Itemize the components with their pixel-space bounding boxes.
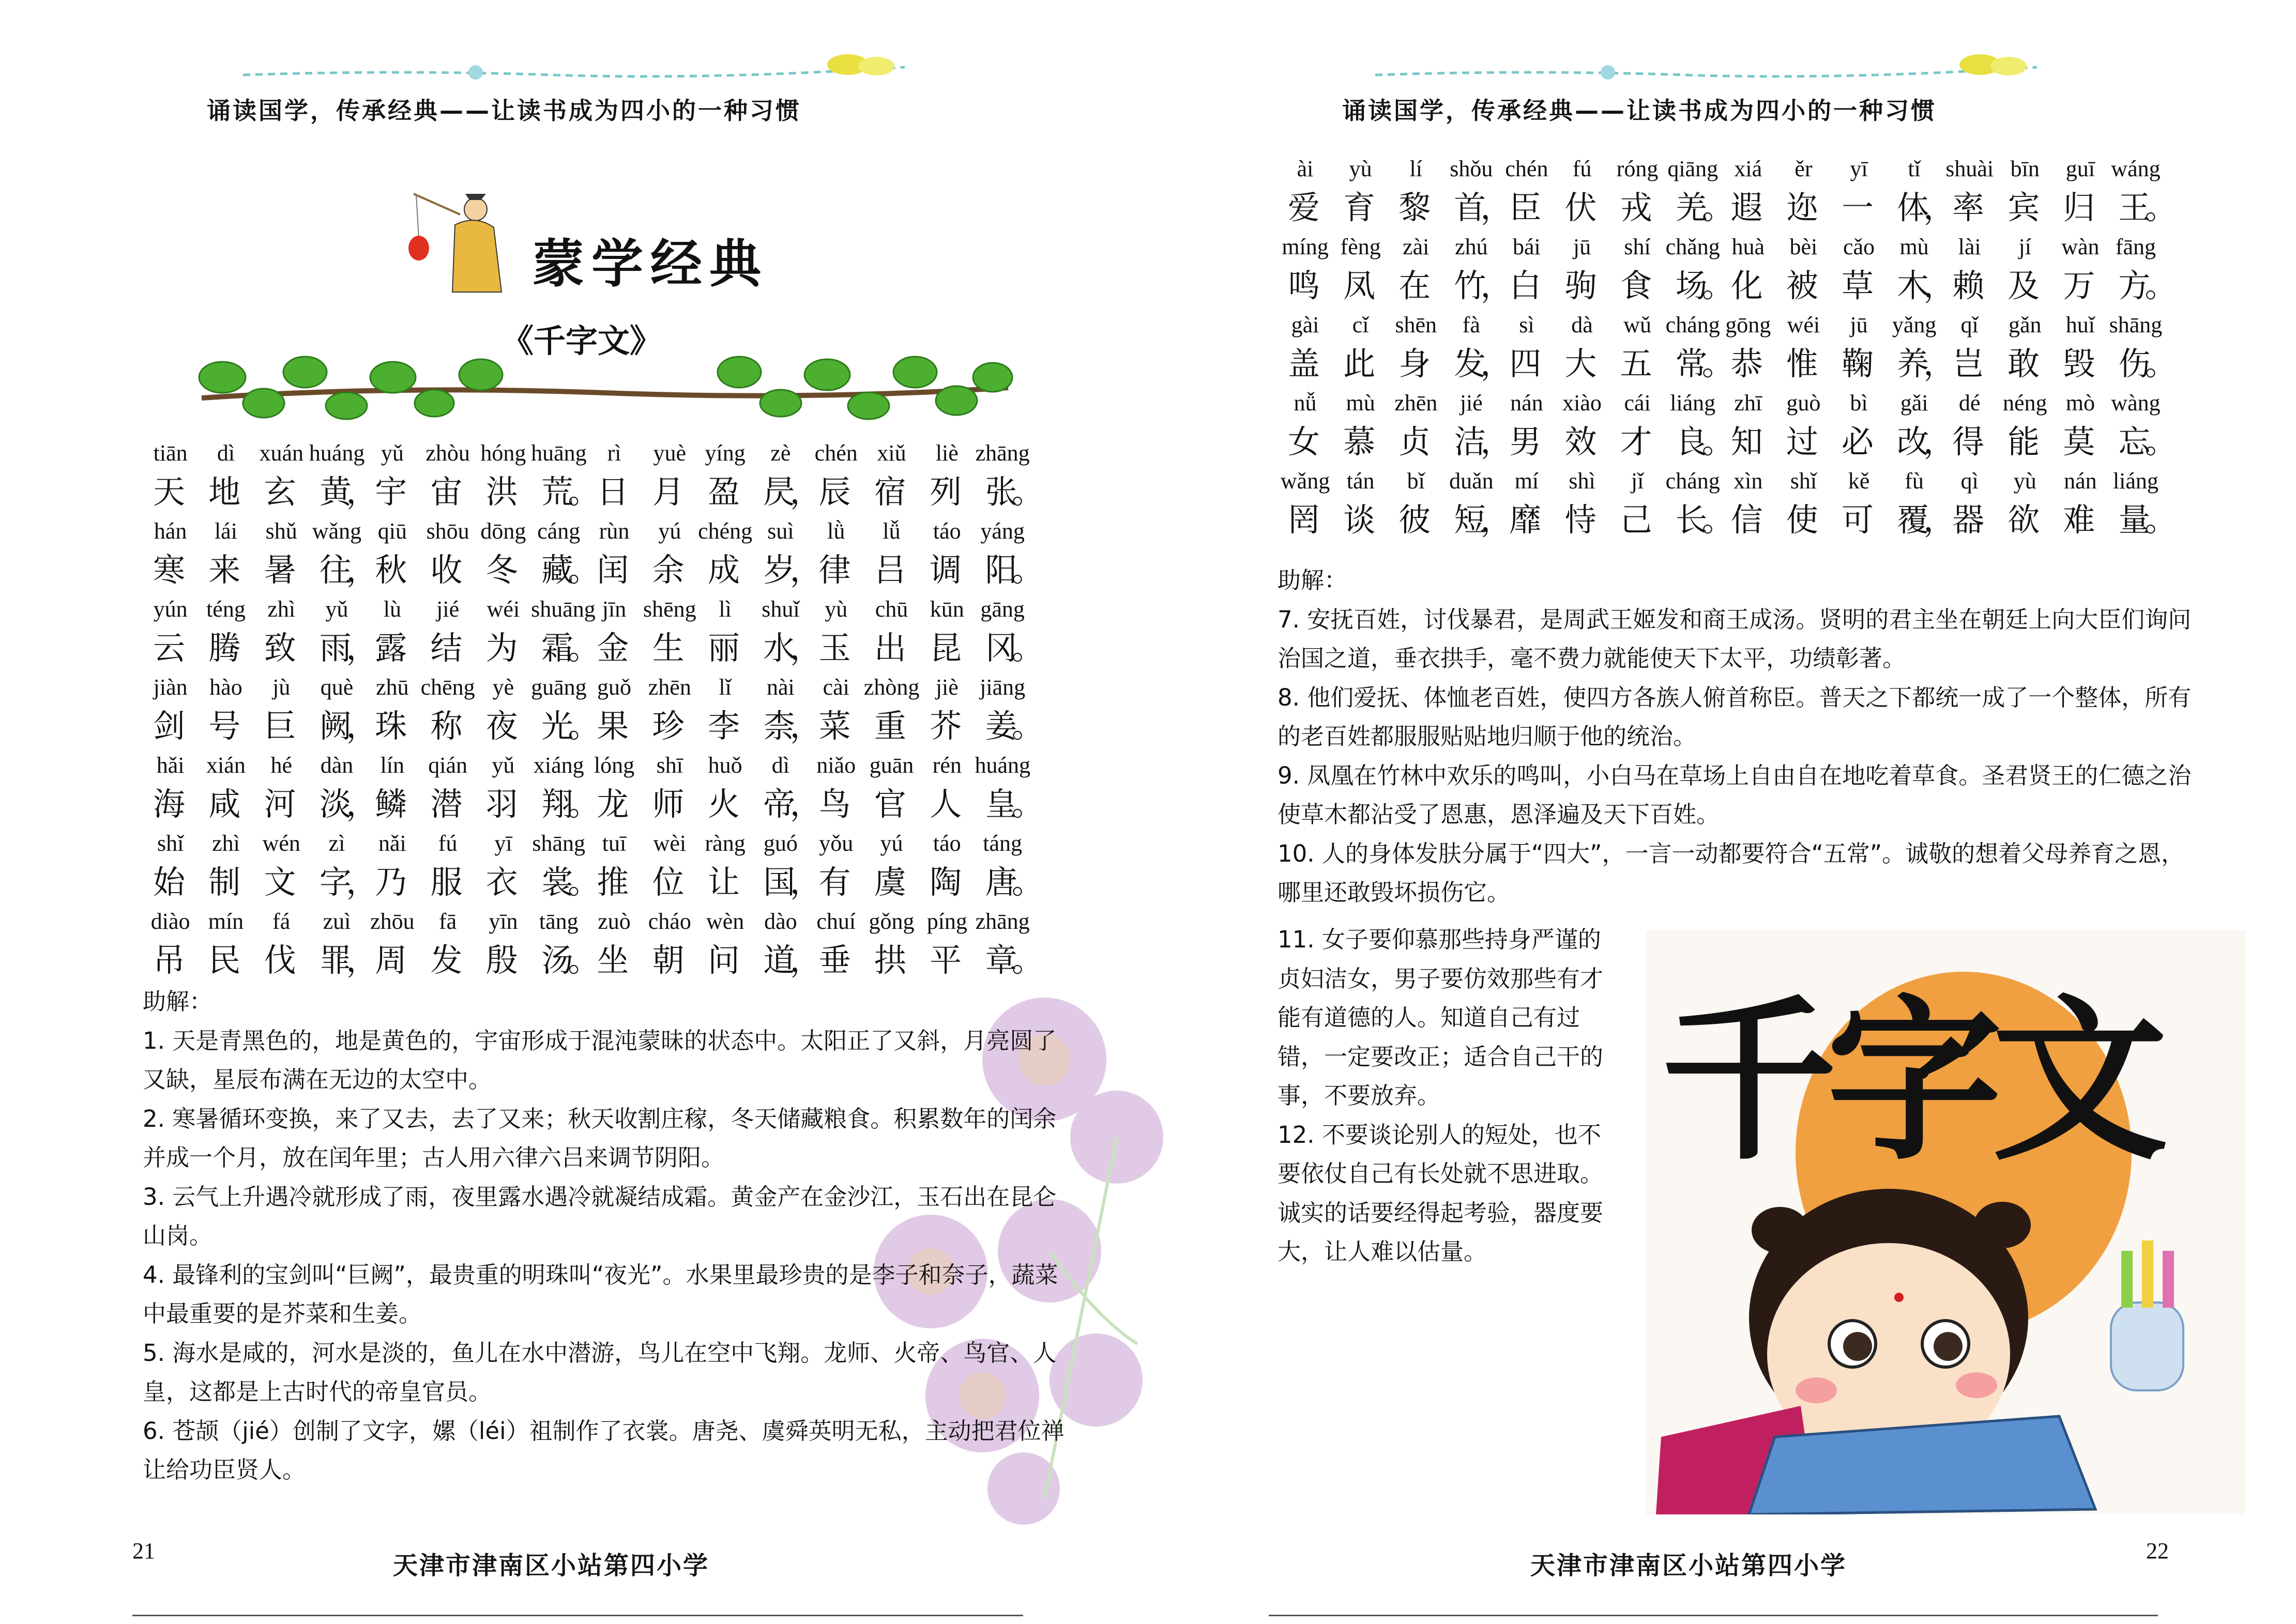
pinyin: jū — [1573, 234, 1591, 259]
pinyin: sì — [1519, 312, 1534, 338]
note-item: 3. 云气上升遇冷就形成了雨，夜里露水遇冷就凝结成霜。黄金产在金沙江，玉石出在昆仑山岗。 — [143, 1183, 1057, 1249]
pinyin: huǒ — [708, 753, 742, 778]
pinyin: zhī — [1734, 390, 1762, 416]
pinyin: kě — [1848, 468, 1870, 494]
notes-right — [1278, 561, 2198, 912]
pinyin: niǎo — [816, 753, 856, 778]
pinyin: mín — [208, 909, 244, 934]
pinyin: xuán — [259, 440, 303, 466]
pinyin: tiān — [153, 440, 188, 466]
pinyin: zè — [770, 440, 791, 466]
pinyin: shōu — [426, 518, 469, 544]
pinyin: gài — [1291, 312, 1319, 338]
pinyin: shuāng — [531, 596, 596, 622]
pinyin: qián — [428, 753, 468, 778]
pinyin: yī — [494, 831, 512, 856]
pinyin: wén — [262, 831, 300, 856]
pinyin: lǚ — [883, 518, 901, 544]
pinyin: yù — [1349, 156, 1372, 181]
pinyin: tǐ — [1908, 156, 1921, 181]
pinyin: yǔ — [381, 440, 404, 466]
pinyin: bì — [1850, 390, 1868, 416]
pinyin: shǐ — [1790, 468, 1817, 494]
pinyin: guān — [869, 753, 914, 778]
pinyin: ěr — [1795, 156, 1813, 181]
pinyin: cǐ — [1352, 312, 1369, 338]
pinyin: liè — [935, 440, 959, 466]
notes-heading: 助解： — [143, 988, 213, 1015]
pinyin: hǎi — [156, 753, 185, 778]
pinyin: ài — [1297, 156, 1314, 181]
pinyin: dé — [1958, 390, 1981, 416]
verse-text: 盖 此 身 发，四 大 五 常。恭 惟 鞠 养，岂 敢 毁 伤。 — [1288, 345, 2177, 382]
note-item: 11. 女子要仰慕那些持身严谨的贞妇洁女，男子要仿效那些有才能有道德的人。知道自己有过错，一定要改正；适合自己干的事，不要放弃。 — [1278, 926, 1604, 1109]
pinyin: xiào — [1562, 390, 1602, 416]
pinyin: chū — [875, 596, 908, 622]
note-item: 2. 寒暑循环变换，来了又去，去了又来；秋天收割庄稼，冬天储藏粮食。积累数年的闰余并成一个月，放在闰年里；古人用六律六吕来调节阴阳。 — [143, 1105, 1057, 1171]
pinyin: bèi — [1789, 234, 1818, 259]
verse-text: 海 咸 河 淡，鳞 潜 羽 翔。龙 师 火 帝，鸟 官 人 皇。 — [153, 785, 1044, 823]
pinyin: wèn — [706, 909, 744, 934]
pinyin: yǔ — [325, 596, 348, 622]
pinyin-row — [1278, 463, 2164, 499]
pinyin: shēn — [1395, 312, 1437, 338]
verse-text: 剑 号 巨 阙，珠 称 夜 光。果 珍 李 柰，菜 重 芥 姜。 — [153, 707, 1044, 745]
note-item: 8. 他们爱抚、体恤老百姓，使四方各族人俯首称臣。普天之下都统一成了一个整体，所有的老百姓都服服贴贴地归顺于他的统治。 — [1278, 683, 2192, 750]
verse-block-right — [1278, 151, 2177, 541]
pinyin: nán — [2064, 468, 2097, 494]
pinyin: yún — [153, 596, 188, 622]
pinyin: nǎi — [378, 831, 406, 856]
pinyin: zài — [1403, 234, 1430, 259]
notes-heading: 助解： — [1278, 566, 1348, 594]
pinyin: bīn — [2010, 156, 2040, 181]
pinyin: fèng — [1340, 234, 1381, 259]
illustration-title: 千字文 — [1661, 979, 2157, 1184]
pinyin: shī — [656, 753, 683, 778]
pinyin: gāng — [980, 596, 1025, 622]
pinyin: nài — [767, 675, 795, 700]
page-footer: 天津市津南区小站第四小学 — [393, 1551, 710, 1580]
pinyin: shuài — [1945, 156, 1994, 181]
pinyin: jiàn — [153, 675, 188, 700]
pinyin: qiāng — [1667, 156, 1719, 181]
pinyin: gǎi — [1900, 390, 1928, 416]
pinyin: fú — [438, 831, 458, 856]
pinyin: ràng — [705, 831, 746, 856]
pinyin: wáng — [2111, 156, 2161, 181]
pinyin: qǐ — [1960, 312, 1979, 338]
pinyin: róng — [1616, 156, 1659, 181]
pinyin: yú — [658, 518, 681, 544]
pinyin: huǐ — [2065, 312, 2095, 338]
pinyin: mò — [2065, 390, 2095, 416]
pinyin: táng — [983, 831, 1022, 856]
pinyin: dàn — [320, 753, 354, 778]
verse-text: 寒 来 暑 往，秋 收 冬 藏。闰 余 成 岁，律 吕 调 阳。 — [153, 551, 1044, 589]
pinyin: xìn — [1734, 468, 1763, 494]
pinyin: qì — [1960, 468, 1979, 494]
pinyin: hóng — [480, 440, 526, 466]
pinyin: chēng — [420, 675, 475, 700]
verse-text: 鸣 凤 在 竹，白 驹 食 场。化 被 草 木，赖 及 万 方。 — [1288, 267, 2177, 304]
pinyin: táo — [933, 518, 961, 544]
pinyin: wàng — [2111, 390, 2161, 416]
pinyin: xián — [206, 753, 246, 778]
pinyin: yuè — [653, 440, 687, 466]
pinyin: jié — [436, 596, 460, 622]
pinyin: cháng — [1665, 312, 1720, 338]
pinyin: xiǔ — [877, 440, 906, 466]
pinyin: shēng — [643, 596, 696, 622]
page-header: 诵读国学，传承经典——让读书成为四小的一种习惯 — [207, 97, 801, 125]
pinyin: yè — [492, 675, 514, 700]
pinyin: shǐ — [157, 831, 184, 856]
pinyin-row — [1278, 151, 2164, 187]
pinyin: cáng — [537, 518, 581, 544]
pinyin: lí — [1409, 156, 1422, 181]
pinyin: jū — [1850, 312, 1868, 338]
pinyin: zhāng — [975, 440, 1030, 466]
verse-line — [1278, 307, 2177, 385]
pinyin: fà — [1462, 312, 1480, 338]
pinyin: hán — [154, 518, 187, 544]
pinyin: chéng — [698, 518, 753, 544]
pinyin: jié — [1459, 390, 1483, 416]
pinyin: cái — [1624, 390, 1651, 416]
pinyin: mù — [1899, 234, 1929, 259]
pinyin: wéi — [1787, 312, 1820, 338]
pinyin: zuì — [323, 909, 351, 934]
verse-text: 云 腾 致 雨，露 结 为 霜。金 生 丽 水，玉 出 昆 冈。 — [153, 629, 1044, 667]
pinyin: lóng — [594, 753, 635, 778]
pinyin: míng — [1282, 234, 1329, 259]
pinyin: zhú — [1455, 234, 1488, 259]
pinyin: yíng — [705, 440, 746, 466]
pinyin: fú — [1572, 156, 1592, 181]
pinyin: gǎn — [2009, 312, 2042, 338]
pinyin: chǎng — [1665, 234, 1720, 259]
pinyin: zhāng — [975, 909, 1030, 934]
side-notes — [1278, 920, 1624, 1271]
verse-text: 吊 民 伐 罪，周 发 殷 汤。坐 朝 问 道，垂 拱 平 章。 — [153, 941, 1044, 979]
note-item: 1. 天是青黑色的，地是黄色的，宇宙形成于混沌蒙昧的状态中。太阳正了又斜，月亮圆了又缺，星辰布满在无边的太空中。 — [143, 1027, 1057, 1093]
pinyin: qiū — [377, 518, 407, 544]
pinyin: chén — [814, 440, 858, 466]
page-number: 22 — [2146, 1538, 2169, 1564]
note-item: 12. 不要谈论别人的短处，也不要依仗自己有长处就不思进取。诚实的话要经得起考验，器度要大，让人难以估量。 — [1278, 1121, 1604, 1265]
pinyin: dì — [217, 440, 235, 466]
pinyin: mù — [1346, 390, 1375, 416]
verse-text: 女 慕 贞 洁，男 效 才 良。知 过 必 改，得 能 莫 忘。 — [1288, 423, 2177, 461]
pinyin: yáng — [980, 518, 1025, 544]
pinyin: cài — [823, 675, 849, 700]
pinyin: fā — [439, 909, 457, 934]
verse-line — [1278, 463, 2177, 541]
pinyin: lín — [380, 753, 405, 778]
verse-line — [1278, 151, 2177, 229]
pinyin: yǔ — [492, 753, 515, 778]
qianziwen-illustration — [1646, 930, 2245, 1514]
page-header: 诵读国学，传承经典——让读书成为四小的一种习惯 — [1342, 97, 1937, 125]
pinyin: suì — [767, 518, 794, 544]
pinyin: fá — [272, 909, 291, 934]
pinyin: shǒu — [1450, 156, 1493, 181]
pinyin: liáng — [2112, 468, 2158, 494]
pinyin: fāng — [2115, 234, 2156, 259]
pinyin-row — [1278, 385, 2164, 421]
pinyin: guò — [1786, 390, 1821, 416]
pinyin: dōng — [480, 518, 526, 544]
pinyin: rì — [607, 440, 621, 466]
pinyin: lái — [214, 518, 237, 544]
pinyin: jīn — [602, 596, 627, 622]
pinyin: lǜ — [827, 518, 845, 544]
pinyin: zhòu — [425, 440, 470, 466]
pinyin: dào — [764, 909, 797, 934]
verse-line — [1278, 229, 2177, 307]
pinyin: píng — [926, 909, 967, 934]
verse-text: 天 地 玄 黄，宇 宙 洪 荒。日 月 盈 昃，辰 宿 列 张。 — [153, 473, 1044, 511]
pinyin: mí — [1514, 468, 1539, 494]
pinyin: yīn — [489, 909, 518, 934]
note-item: 6. 苍颉（jié）创制了文字，嫘（léi）祖制作了衣裳。唐尧、虞舜英明无私，主动把君位禅让给功臣贤人。 — [143, 1417, 1065, 1483]
pinyin: liáng — [1670, 390, 1716, 416]
pinyin: shí — [1624, 234, 1651, 259]
pinyin: tuī — [602, 831, 627, 856]
pinyin: lǐ — [719, 675, 732, 700]
pinyin: zhì — [212, 831, 240, 856]
pinyin: hé — [270, 753, 292, 778]
pinyin: wǎng — [312, 518, 362, 544]
pinyin: guī — [2065, 156, 2095, 181]
pinyin: cǎo — [1843, 234, 1875, 259]
pinyin: guāng — [531, 675, 587, 700]
pinyin: yù — [2013, 468, 2036, 494]
pinyin: huáng — [975, 753, 1030, 778]
pinyin: yǒu — [819, 831, 854, 856]
verse-text: 始 制 文 字，乃 服 衣 裳。推 位 让 国，有 虞 陶 唐。 — [153, 863, 1044, 901]
pinyin: yù — [825, 596, 848, 622]
pinyin: rén — [932, 753, 962, 778]
verse-line — [1278, 385, 2177, 463]
pinyin: cháo — [648, 909, 691, 934]
note-item: 9. 凤凰在竹林中欢乐的鸣叫，小白马在草场上自由自在地吃着草食。圣君贤王的仁德之治使草木都沾受了恩惠，恩泽遍及天下百姓。 — [1278, 761, 2192, 828]
note-item: 10. 人的身体发肤分属于“四大”，一言一动都要符合“五常”。诚敬的想着父母养育之恩，哪里还敢毁坏损伤它。 — [1278, 839, 2185, 906]
pinyin: jiāng — [980, 675, 1026, 700]
pinyin: què — [320, 675, 354, 700]
pinyin: duǎn — [1449, 468, 1494, 494]
pinyin: wéi — [486, 596, 520, 622]
pinyin: shǔ — [265, 518, 297, 544]
pinyin: yǎng — [1892, 312, 1937, 338]
header-decoration — [1375, 52, 2047, 93]
pinyin: yú — [880, 831, 903, 856]
pinyin: zhì — [267, 596, 296, 622]
note-item: 5. 海水是咸的，河水是淡的，鱼儿在水中潜游，鸟儿在空中飞翔。龙师、火帝、鸟官、人皇，这都是上古时代的帝皇官员。 — [143, 1339, 1057, 1405]
note-item: 4. 最锋利的宝剑叫“巨阙”，最贵重的明珠叫“夜光”。水果里最珍贵的是李子和奈子，蔬菜中最重要的是芥菜和生姜。 — [143, 1261, 1058, 1327]
girl-reading-icon — [1646, 1147, 2245, 1514]
pinyin: zì — [328, 831, 345, 856]
pinyin-row — [1278, 229, 2164, 265]
page-number: 21 — [132, 1538, 155, 1564]
pinyin: chuí — [816, 909, 856, 934]
pinyin: yī — [1850, 156, 1868, 181]
pinyin: gōng — [1725, 312, 1771, 338]
pinyin: wǔ — [1623, 312, 1651, 338]
note-item: 7. 安抚百姓，讨伐暴君，是周武王姬发和商王成汤。贤明的君主坐在朝廷上向大臣们询问治国之道，垂衣拱手，毫不费力就能使天下太平，功绩彰著。 — [1278, 605, 2192, 672]
pinyin: fù — [1905, 468, 1924, 494]
footer-rule — [1269, 1615, 2158, 1616]
pinyin: gǒng — [869, 909, 915, 934]
pinyin: táo — [933, 831, 961, 856]
pinyin: huāng — [531, 440, 587, 466]
verse-text: 爱 育 黎 首，臣 伏 戎 羌。遐 迩 一 体，率 宾 归 王。 — [1288, 189, 2177, 226]
pinyin: huáng — [309, 440, 365, 466]
pinyin: dì — [771, 753, 790, 778]
pinyin-row — [1278, 307, 2164, 343]
pinyin: guó — [763, 831, 798, 856]
pinyin: cháng — [1665, 468, 1720, 494]
pinyin: dà — [1571, 312, 1593, 338]
pinyin: jí — [2018, 234, 2031, 259]
pinyin: wàn — [2061, 234, 2100, 259]
pinyin: shāng — [2109, 312, 2163, 338]
pinyin: lài — [1958, 234, 1981, 259]
pinyin: zhū — [376, 675, 409, 700]
pinyin: néng — [2003, 390, 2047, 416]
pinyin: nǚ — [1294, 390, 1317, 416]
pinyin: xiá — [1734, 156, 1762, 181]
pinyin: hào — [209, 675, 242, 700]
pinyin: tāng — [539, 909, 579, 934]
pinyin: rùn — [599, 518, 630, 544]
pinyin: zhēn — [1394, 390, 1438, 416]
pinyin: guǒ — [597, 675, 632, 700]
book-title: 《千字文》 — [501, 322, 662, 360]
pinyin: lù — [383, 596, 401, 622]
page-footer: 天津市津南区小站第四小学 — [1530, 1551, 1847, 1580]
pinyin: jù — [272, 675, 291, 700]
pinyin: tán — [1346, 468, 1375, 494]
pinyin: shāng — [532, 831, 586, 856]
pinyin: zuò — [598, 909, 631, 934]
section-title: 蒙学经典 — [533, 233, 768, 294]
pinyin: xiáng — [533, 753, 584, 778]
pinyin: jǐ — [1631, 468, 1644, 494]
verse-text: 罔 谈 彼 短，靡 恃 己 长。信 使 可 覆，器 欲 难 量。 — [1288, 501, 2177, 539]
pinyin: zhōu — [370, 909, 415, 934]
pinyin: bǐ — [1407, 468, 1425, 494]
pinyin: chén — [1505, 156, 1548, 181]
pinyin: huà — [1731, 234, 1765, 259]
pinyin: nán — [1510, 390, 1543, 416]
pinyin: zhēn — [648, 675, 691, 700]
pinyin: diào — [150, 909, 190, 934]
pinyin: téng — [206, 596, 246, 622]
pinyin: jiè — [935, 675, 959, 700]
pinyin: shuǐ — [762, 596, 800, 622]
pinyin: kūn — [930, 596, 964, 622]
pinyin: lì — [719, 596, 732, 622]
pinyin: bái — [1513, 234, 1541, 259]
pinyin: shì — [1569, 468, 1595, 494]
pinyin: wǎng — [1280, 468, 1330, 494]
pinyin: wèi — [653, 831, 687, 856]
pinyin: zhòng — [863, 675, 920, 700]
